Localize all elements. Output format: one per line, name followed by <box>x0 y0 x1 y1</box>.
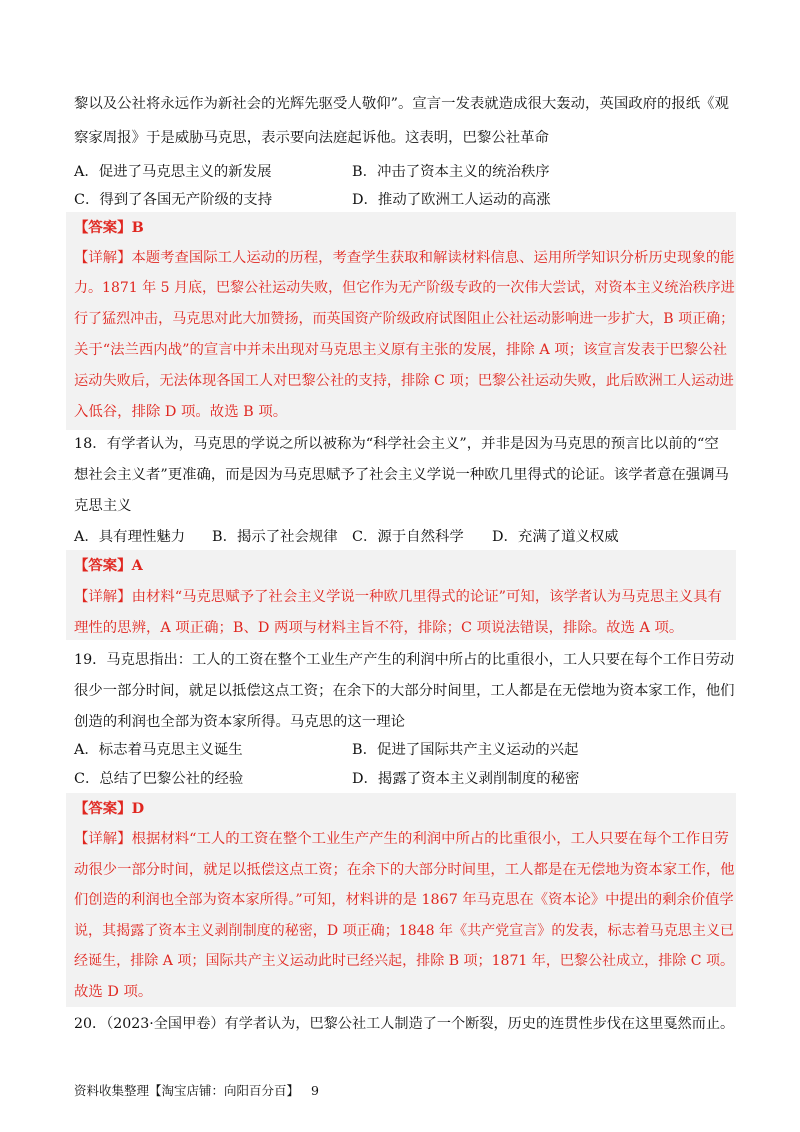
q18-stem-line-2: 想社会主义者”更准确，而是因为马克思赋予了社会主义学说一种欧几里得式的论证。该学者意在强调马 <box>74 467 729 483</box>
q17-option-d: D．推动了欧洲工人运动的高涨 <box>352 192 551 208</box>
q18-option-c: C．源于自然科学 <box>352 529 464 545</box>
q19-option-a: A．标志着马克思主义诞生 <box>74 742 243 758</box>
q20-stem: 20．（2023·全国甲卷）有学者认为，巴黎公社工人制造了一个断裂，历史的连贯性步伐在这里戛然而止。 <box>74 1016 735 1032</box>
q19-detail-line-5: 经诞生，排除 A 项；国际共产主义运动此时已经兴起，排除 B 项；1871 年，巴黎公社成立，排除 C 项。 <box>74 953 735 969</box>
q17-stem-line-1: 黎以及公社将永远作为新社会的光辉先驱受人敬仰”。宣言一发表就造成很大轰动，英国政府的报纸《观 <box>74 96 729 112</box>
q17-detail-line-5: 运动失败后，无法体现各国工人对巴黎公社的支持，排除 C 项；巴黎公社运动失败，此后欧洲工人运动进 <box>74 373 734 389</box>
q19-stem-line-2: 很少一部分时间，就足以抵偿这点工资；在余下的大部分时间里，工人都是在无偿地为资本家工作，他们 <box>74 683 735 699</box>
q17-detail-line-3: 行了猛烈冲击，马克思对此大加赞扬，而英国资产阶级政府试图阻止公社运动影响进一步扩大，B 项正确； <box>74 311 735 327</box>
q17-detail-line-6: 入低谷，排除 D 项。故选 B 项。 <box>74 404 288 420</box>
q17-answer: 【答案】B <box>74 219 144 236</box>
q19-answer: 【答案】D <box>74 800 145 817</box>
q19-option-d: D．揭露了资本主义剥削制度的秘密 <box>352 771 580 787</box>
q18-answer: 【答案】A <box>74 557 143 574</box>
q18-detail-line-2: 理性的思辨，A 项正确；B、D 两项与材料主旨不符，排除；C 项说法错误，排除。故选 A 项。 <box>74 620 684 636</box>
q19-option-c: C．总结了巴黎公社的经验 <box>74 771 244 787</box>
q19-stem-line-1: 19．马克思指出：工人的工资在整个工业生产产生的利润中所占的比重很小，工人只要在每个工作日劳动 <box>74 652 735 668</box>
q18-detail-line-1: 【详解】由材料“马克思赋予了社会主义学说一种欧几里得式的论证”可知，该学者认为马克思主义具有 <box>74 589 722 605</box>
q17-option-c: C．得到了各国无产阶级的支持 <box>74 192 273 208</box>
q18-option-d: D．充满了道义权威 <box>492 529 619 545</box>
q17-option-a: A．促进了马克思主义的新发展 <box>74 164 272 180</box>
q19-detail-line-1: 【详解】根据材料“工人的工资在整个工业生产产生的利润中所占的比重很小，工人只要在每个工作日劳 <box>74 831 729 847</box>
q19-stem-line-3: 创造的利润也全部为资本家所得。马克思的这一理论 <box>74 714 405 730</box>
q19-detail-line-2: 动很少一部分时间，就足以抵偿这点工资；在余下的大部分时间里，工人都是在无偿地为资本家工作，他 <box>74 862 735 878</box>
q18-stem-line-3: 克思主义 <box>74 498 132 514</box>
page-footer <box>74 1082 319 1100</box>
q17-detail-line-2: 力。1871 年 5 月底，巴黎公社运动失败，但它作为无产阶级专政的一次伟大尝试，对资本主义统治秩序进 <box>74 280 735 296</box>
q19-detail-line-3: 们创造的利润也全部为资本家所得。”可知，材料讲的是 1867 年马克思在《资本论》中提出的剩余价值学 <box>74 892 734 908</box>
q19-option-b: B．促进了国际共产主义运动的兴起 <box>352 742 579 758</box>
q18-option-a: A．具有理性魅力 <box>74 529 186 545</box>
q17-detail-line-4: 关于“法兰西内战”的宣言中并未出现对马克思主义原有主张的发展，排除 A 项；该宣言发表于巴黎公社 <box>74 342 728 358</box>
q17-detail-line-1: 【详解】本题考查国际工人运动的历程，考查学生获取和解读材料信息、运用所学知识分析历史现象的能 <box>74 250 735 266</box>
q17-option-b: B．冲击了资本主义的统治秩序 <box>352 164 550 180</box>
page-number: 9 <box>311 1083 319 1098</box>
q19-detail-line-6: 故选 D 项。 <box>74 984 153 1000</box>
footer-source-text: 资料收集整理【淘宝店铺：向阳百分百】 <box>74 1083 300 1098</box>
q18-stem-line-1: 18．有学者认为，马克思的学说之所以被称为“科学社会主义”，并非是因为马克思的预言比以前的“空 <box>74 436 719 452</box>
q18-option-b: B．揭示了社会规律 <box>212 529 338 545</box>
q17-stem-line-2: 察家周报》于是威胁马克思，表示要向法庭起诉他。这表明，巴黎公社革命 <box>74 130 549 146</box>
q19-detail-line-4: 说，其揭露了资本主义剥削制度的秘密，D 项正确；1848 年《共产党宣言》的发表，标志着马克思主义已 <box>74 923 734 939</box>
